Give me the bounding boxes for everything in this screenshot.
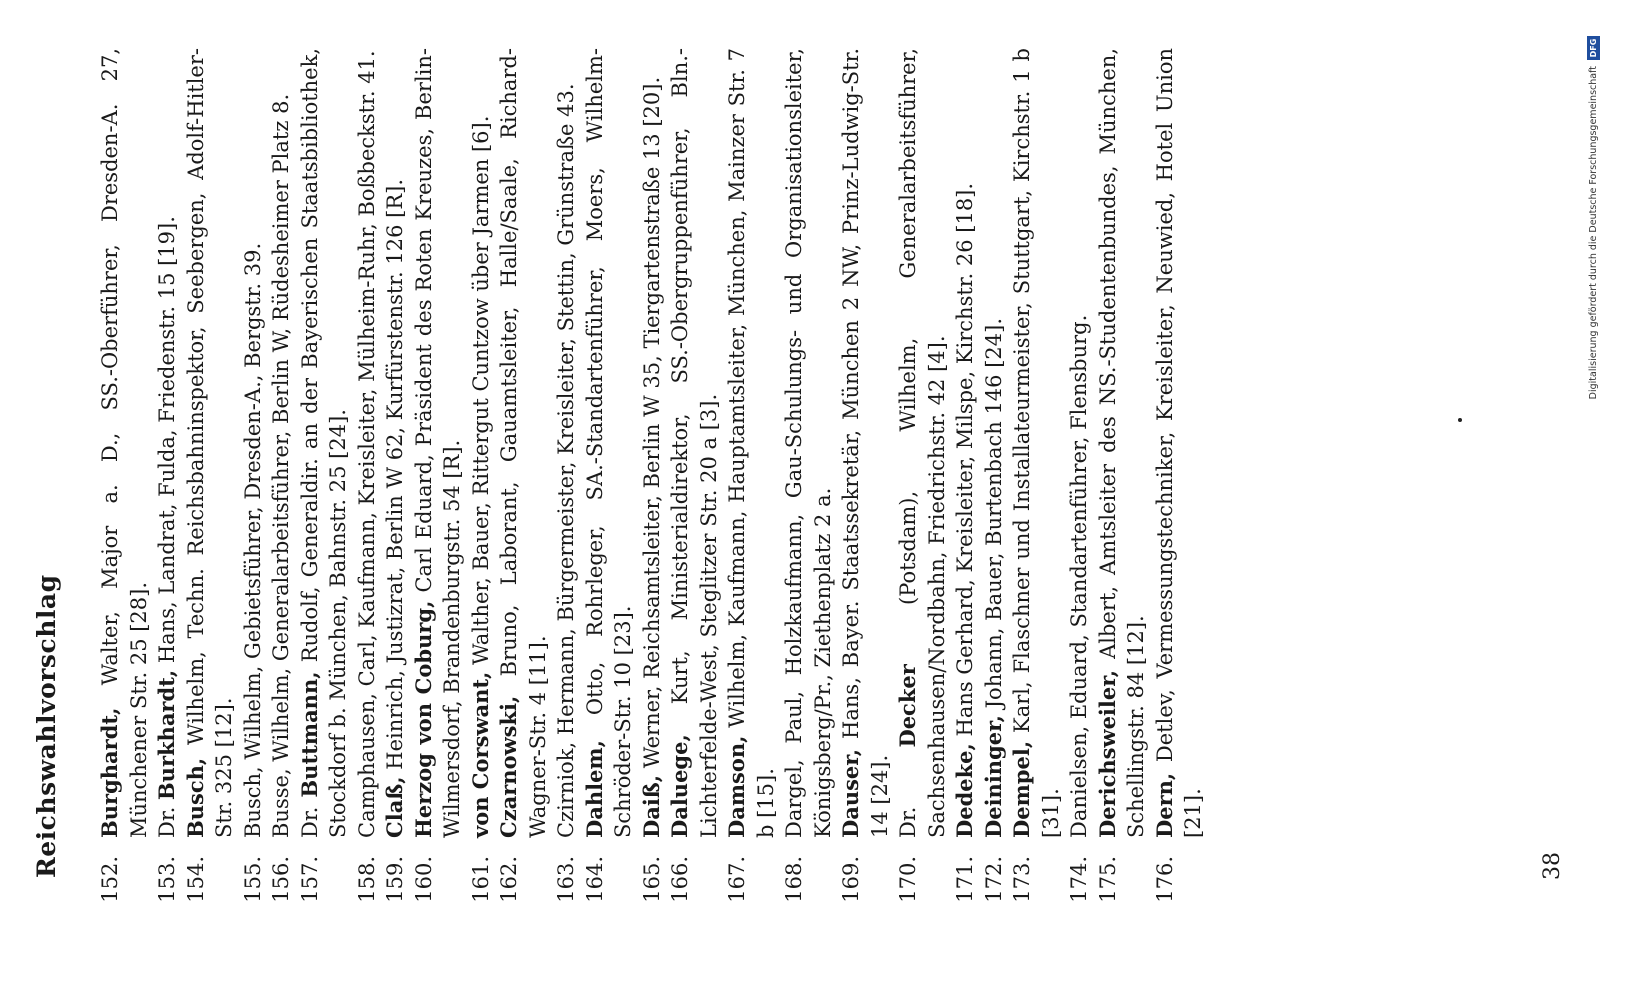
entry-details: Albert, Amtsleiter des NS.-Studentenbundes, München, Schellingstr. 84 [12]. [1095,48,1148,838]
list-item [410,48,467,908]
entry-number: 153. [155,856,179,903]
entry-details: Rudolf, Generaldir. an der Bayerischen Staatsbibliothek, Stockdorf b. München, Bahnstr. 25 [24]. [297,47,350,838]
entry-number: 157. [297,856,322,903]
entry-details: Detlev, Vermessungstechniker, Kreisleiter, Neuwied, Hotel Union [21]. [1152,48,1205,838]
entry-details: Hans Gerhard, Kreisleiter, Milspe, Kirchstr. 26 [18]. [953,182,977,744]
entry-number: 152. [98,856,122,903]
entry-number: 161. [468,856,493,903]
entry-text [581,48,638,838]
entry-name: Dahlem, [581,740,607,838]
digitization-credit [1587,36,1600,399]
list-item [296,48,353,908]
list-item [894,48,951,908]
list-item [495,48,552,908]
entry-text [780,48,837,838]
list-item [467,48,496,908]
entry-details: Dargel, Paul, Holzkaufmann, Gau-Schulungs- und Organisationsleiter, Königsberg/Pr., Ziethenplatz 2 a. [782,48,835,838]
entry-details: Karl, Flaschner und Installateurmeister, Stuttgart, Kirchstr. 1 b [31]. [1010,48,1063,838]
entry-details: Bruno, Laborant, Gauamtsleiter, Halle/Saale, Richard-Wagner-Str. 4 [11]. [497,48,550,838]
entry-prefix: Dr. [155,800,179,838]
list-item [267,48,296,908]
entry-details: Danielsen, Eduard, Standartenführer, Flensburg. [1067,314,1091,838]
entry-number: 156. [269,856,293,903]
entry-number: 158. [354,856,379,903]
list-item [182,48,239,908]
entry-list [96,48,1208,908]
entry-number: 160. [411,856,436,903]
entry-text [239,48,268,838]
list-item [353,48,382,908]
list-item [723,48,780,908]
list-item [837,48,894,908]
entry-number: 162. [497,856,521,903]
entry-details: Heinrich, Justizrat, Berlin W 62, Kurfürstenstr. 126 [R]. [383,178,407,777]
entry-text [638,48,667,838]
entry-details: Wilhelm, Techn. Reichsbahninspektor, Seebergen, Adolf-Hitler-Str. 325 [12]. [183,48,236,838]
entry-text [666,48,723,838]
stray-mark [1458,418,1462,422]
entry-name: Burkhardt, [154,669,179,801]
entry-text [837,48,894,838]
entry-details: Busch, Wilhelm, Gebietsführer, Dresden-A., Bergstr. 39. [240,242,265,838]
entry-number: 166. [668,856,692,903]
entry-text [267,48,296,838]
entry-details: Kurt, Ministerialdirektor, SS.-Obergruppenführer, Bln.-Lichterfelde-West, Steglitzer Str. 20 a [3]. [668,48,721,838]
entry-number: 163. [554,856,578,903]
list-item [951,48,980,908]
entry-text [467,48,496,838]
entry-text [353,48,382,838]
entry-name: Dedeke, [952,743,977,838]
list-item [980,48,1009,908]
list-item [581,48,638,908]
entry-details: Carl Eduard, Präsident des Roten Kreuzes, Berlin-Wilmersdorf, Brandenburgstr. 54 [R]. [411,48,464,838]
list-item [96,48,153,908]
entry-text [410,48,467,838]
entry-text [153,48,182,838]
entry-text [552,48,581,838]
list-item [1094,48,1151,908]
list-item [153,48,182,908]
running-head: Reichswahlvorschlag [32,574,61,878]
list-item [381,48,410,908]
entry-name: von Corswant, [467,671,493,838]
entry-details: Hans, Bayer. Staatssekretär, München 2 NW, Prinz-Ludwig-Str. 14 [24]. [839,48,892,838]
page-number: 38 [1540,852,1565,880]
entry-details: Wilhelm, Kaufmann, Hauptamtsleiter, München, Mainzer Str. 7 b [15]. [725,48,778,838]
entry-text [96,48,153,838]
dfg-logo: DFG [1587,36,1600,60]
credit-text: Digitalisierung gefördert durch die Deutsche Forschungsgemeinschaft [1588,66,1599,400]
entry-name: Derichsweiler, [1094,669,1120,838]
entry-number: 174. [1067,856,1091,903]
entry-name: Dern, [1151,772,1177,838]
entry-details: Busse, Wilhelm, Generalarbeitsführer, Berlin W, Rüdesheimer Platz 8. [269,93,293,838]
entry-details: Czirniok, Hermann, Bürgermeister, Kreisleiter, Stettin, Grünstraße 43. [554,83,578,838]
entry-text [381,48,410,838]
entry-name: Damson, [724,735,749,838]
entry-number: 170. [896,856,920,903]
entry-number: 155. [240,856,265,903]
entry-details: Hans, Landrat, Fulda, Friedenstr. 15 [19]. [155,216,179,670]
entry-name: Herzog von Coburg, [410,600,436,838]
entry-text [894,48,951,838]
entry-prefix: Dr. [297,797,322,838]
list-item [638,48,667,908]
entry-details: Walther, Bauer, Rittergut Cuntzow über Jarmen [6]. [468,115,493,672]
entry-text [980,48,1009,838]
entry-text [296,48,353,838]
entry-name: Dauser, [838,748,863,838]
list-item [780,48,837,908]
entry-details: (Potsdam), Wilhelm, Generalarbeitsführer, Sachsenhausen/Nordbahn, Friedrichstr. 42 [4]. [896,48,949,838]
entry-number: 169. [839,856,863,903]
entry-name: Daluege, [667,734,692,838]
entry-number: 172. [981,856,1006,903]
entry-number: 176. [1152,856,1177,903]
entry-number: 175. [1095,856,1120,903]
list-item [1065,48,1094,908]
entry-text [1151,48,1208,838]
entry-text [1065,48,1094,838]
list-item [552,48,581,908]
list-item [239,48,268,908]
entry-name: Busch, [182,757,208,838]
list-item [1151,48,1208,908]
entry-text [1094,48,1151,838]
entry-details: Johann, Bauer, Burtenbach 146 [24]. [981,318,1006,716]
entry-name: Dempel, [1009,740,1034,838]
entry-details: Walter, Major a. D., SS.-Oberführer, Dresden-A. 27, Münchener Str. 25 [28]. [98,48,151,838]
entry-text [182,48,239,838]
entry-number: 167. [725,856,749,903]
list-item [666,48,723,908]
entry-text [1008,48,1065,838]
list-item [1008,48,1065,908]
entry-name: Czarnowski, [496,695,521,838]
entry-name: Claß, [382,776,407,838]
entry-number: 164. [582,856,607,903]
entry-number: 171. [953,856,977,903]
entry-name: Decker [895,664,920,748]
entry-name: Buttmann, [296,671,322,798]
entry-text [723,48,780,838]
entry-number: 168. [782,856,806,903]
entry-text [495,48,552,838]
entry-details: Werner, Reichsamtsleiter, Berlin W 35, Tiergartenstraße 13 [20]. [639,76,664,775]
entry-text [951,48,980,838]
entry-number: 165. [639,856,664,903]
entry-details: Otto, Rohrleger, SA.-Standartenführer, Moers, Wilhelm-Schröder-Str. 10 [23]. [582,48,635,838]
entry-number: 173. [1010,856,1034,903]
entry-name: Daiß, [638,774,664,838]
entry-name: Deininger, [980,715,1006,838]
entry-number: 154. [183,856,208,903]
entry-number: 159. [383,856,407,903]
entry-prefix: Dr. [896,747,920,838]
entry-details: Camphausen, Carl, Kaufmann, Kreisleiter, Mülheim-Ruhr, Boßbeckstr. 41. [354,50,379,838]
entry-name: Burghardt, [97,707,122,838]
